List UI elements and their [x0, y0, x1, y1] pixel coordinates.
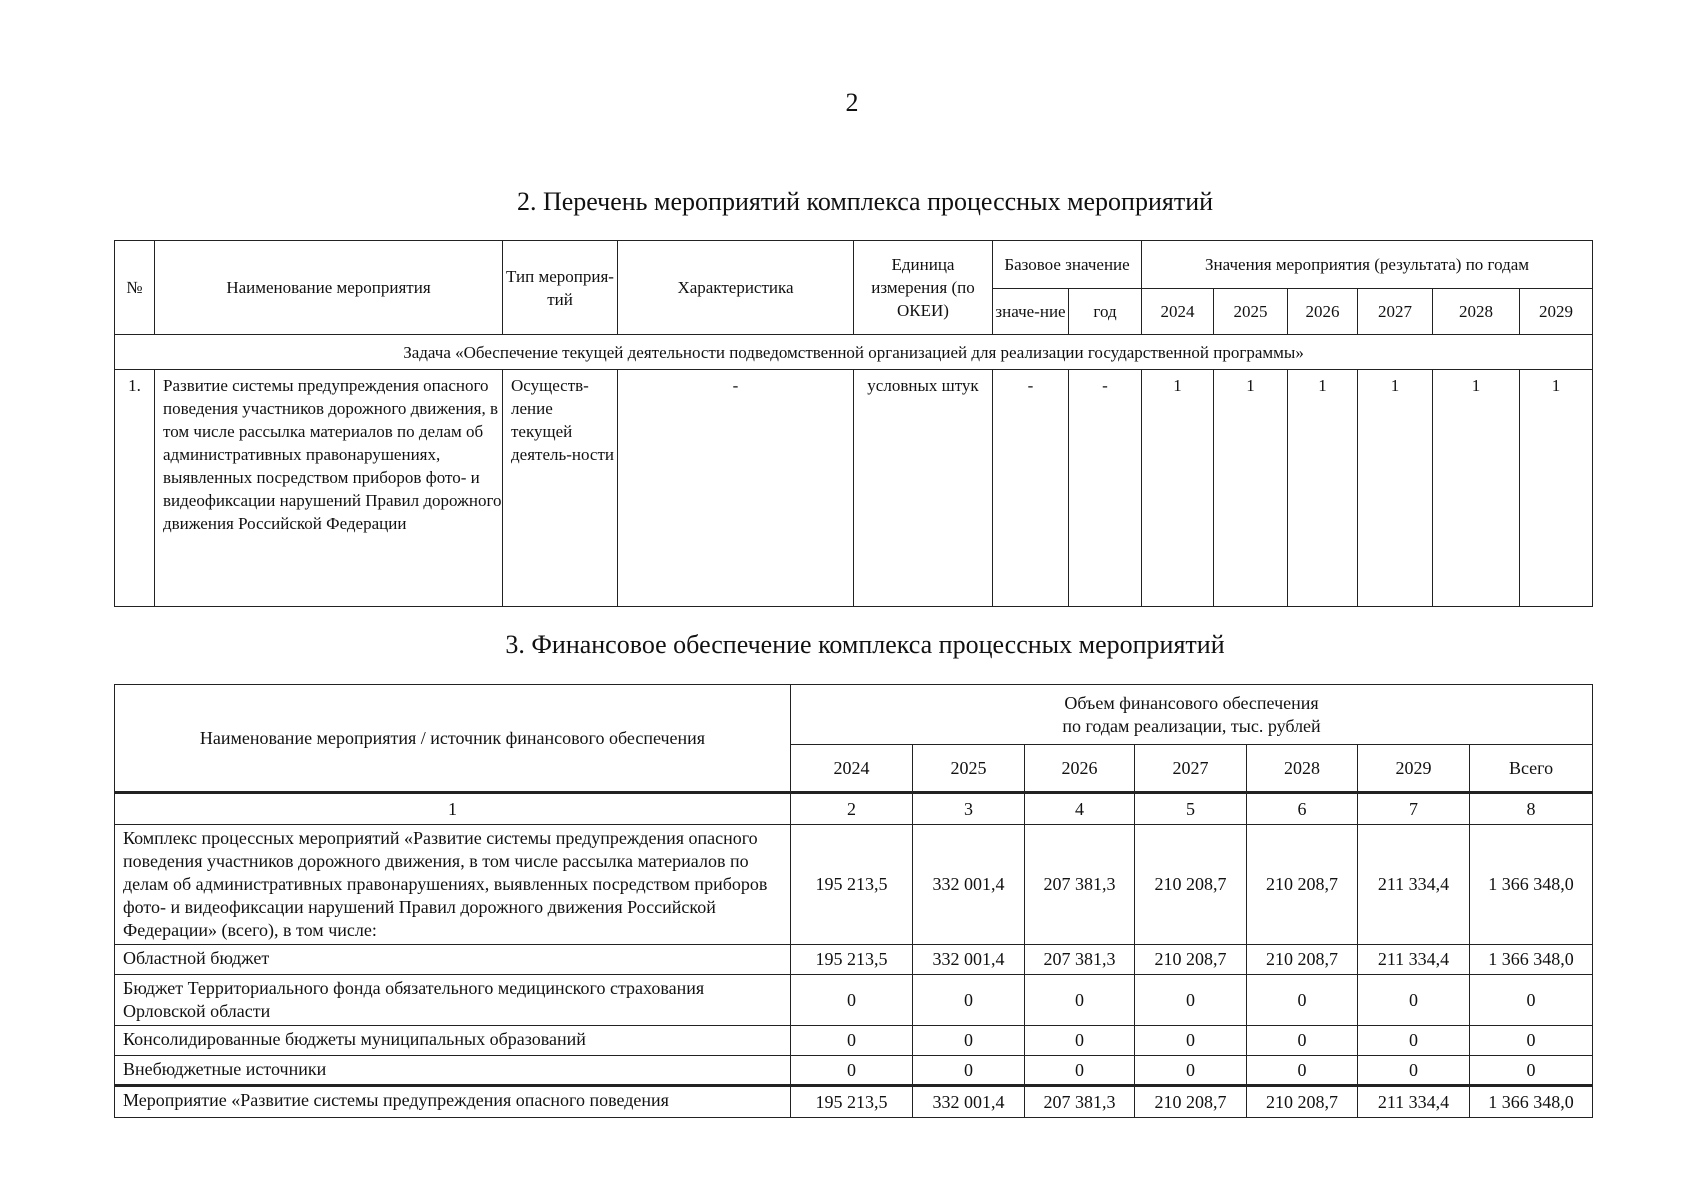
table-row — [115, 370, 1593, 607]
row-name: Областной бюджет — [115, 945, 791, 975]
task-title: Задача «Обеспечение текущей деятельности подведомственной организацией для реализации государственной программы» — [115, 335, 1593, 370]
column-number: 6 — [1247, 793, 1358, 825]
column-number: 3 — [913, 793, 1025, 825]
row-value: 195 213,5 — [791, 825, 913, 945]
row-value: 210 208,7 — [1135, 945, 1247, 975]
header-values-by-years: Значения мероприятия (результата) по годам — [1142, 241, 1593, 289]
row-value: 207 381,3 — [1025, 1086, 1135, 1118]
header-volume-line2: по годам реализации, тыс. рублей — [1062, 715, 1321, 736]
financing-table — [114, 684, 1593, 1118]
row-total: 1 366 348,0 — [1470, 825, 1593, 945]
row-num: 1. — [115, 370, 155, 607]
column-number: 2 — [791, 793, 913, 825]
header-year: 2028 — [1433, 289, 1520, 335]
table-row — [115, 1056, 1593, 1086]
row-value: 207 381,3 — [1025, 825, 1135, 945]
header-year: 2029 — [1358, 745, 1470, 793]
row-total: 0 — [1470, 975, 1593, 1026]
row-value: 0 — [791, 1056, 913, 1086]
column-number: 8 — [1470, 793, 1593, 825]
row-base-value: - — [993, 370, 1069, 607]
page-number: 2 — [845, 88, 859, 117]
row-value: 195 213,5 — [791, 1086, 913, 1118]
column-numbers-row — [115, 793, 1593, 825]
row-value: 1 — [1288, 370, 1358, 607]
row-value: 0 — [1135, 1056, 1247, 1086]
header-base-value-value: значе-ние — [993, 289, 1069, 335]
header-base-value-year: год — [1069, 289, 1142, 335]
row-value: 0 — [1135, 975, 1247, 1026]
row-value: 0 — [1135, 1026, 1247, 1056]
row-value: 1 — [1433, 370, 1520, 607]
row-name: Развитие системы предупреждения опасного поведения участников дорожного движения, в том числе рассылка материалов по делам об административных правонарушениях, выявленных посредством приборов фото- и видеофиксации нарушений Правил дорожного движения Российской Федерации — [155, 370, 503, 607]
row-type: Осуществ-ление текущей деятель-ности — [503, 370, 618, 607]
header-year: 2025 — [913, 745, 1025, 793]
row-value: 332 001,4 — [913, 825, 1025, 945]
row-value: 0 — [1358, 1056, 1470, 1086]
header-unit: Единица измерения (по ОКЕИ) — [854, 241, 993, 335]
header-year: 2024 — [791, 745, 913, 793]
table-row — [115, 1026, 1593, 1056]
header-type: Тип мероприя-тий — [503, 241, 618, 335]
header-name: Наименование мероприятия — [155, 241, 503, 335]
column-number: 5 — [1135, 793, 1247, 825]
header-num: № — [115, 241, 155, 335]
row-value: 210 208,7 — [1247, 825, 1358, 945]
column-number: 1 — [115, 793, 791, 825]
row-value: 0 — [913, 1026, 1025, 1056]
row-value: 0 — [1025, 1026, 1135, 1056]
row-value: 210 208,7 — [1247, 1086, 1358, 1118]
row-value: 0 — [1247, 1056, 1358, 1086]
row-value: 1 — [1142, 370, 1214, 607]
row-base-year: - — [1069, 370, 1142, 607]
row-value: 1 — [1520, 370, 1593, 607]
header-base-value: Базовое значение — [993, 241, 1142, 289]
section-3-title: 3. Финансовое обеспечение комплекса процессных мероприятий — [505, 630, 1225, 659]
header-year: 2027 — [1135, 745, 1247, 793]
row-total: 1 366 348,0 — [1470, 945, 1593, 975]
row-value: 1 — [1358, 370, 1433, 607]
row-name: Консолидированные бюджеты муниципальных образований — [115, 1026, 791, 1056]
row-unit: условных штук — [854, 370, 993, 607]
row-value: 332 001,4 — [913, 945, 1025, 975]
row-name: Внебюджетные источники — [115, 1056, 791, 1086]
row-value: 0 — [1025, 975, 1135, 1026]
row-name: Мероприятие «Развитие системы предупреждения опасного поведения — [115, 1086, 791, 1118]
row-value: 0 — [791, 1026, 913, 1056]
row-value: 0 — [1247, 1026, 1358, 1056]
table-row — [115, 975, 1593, 1026]
table-row — [115, 1086, 1593, 1118]
row-value: 210 208,7 — [1135, 1086, 1247, 1118]
row-name: Бюджет Территориального фонда обязательного медицинского страхования Орловской области — [115, 975, 791, 1026]
table-row — [115, 825, 1593, 945]
header-name-source: Наименование мероприятия / источник финансового обеспечения — [115, 685, 791, 793]
row-value: 0 — [913, 1056, 1025, 1086]
header-year: 2028 — [1247, 745, 1358, 793]
header-total: Всего — [1470, 745, 1593, 793]
header-volume-line1: Объем финансового обеспечения — [1064, 692, 1319, 713]
row-name: Комплекс процессных мероприятий «Развитие системы предупреждения опасного поведения участников дорожного движения, в том числе рассылка материалов по делам об административных правонарушениях, выявленных посредством приборов фото- и видеофиксации нарушений Правил дорожного движения Российской Федерации» (всего), в том числе: — [115, 825, 791, 945]
column-number: 7 — [1358, 793, 1470, 825]
table-row — [115, 945, 1593, 975]
row-value: 0 — [1358, 1026, 1470, 1056]
row-value: 207 381,3 — [1025, 945, 1135, 975]
header-year: 2029 — [1520, 289, 1593, 335]
row-value: 0 — [1247, 975, 1358, 1026]
header-year: 2027 — [1358, 289, 1433, 335]
row-value: 0 — [913, 975, 1025, 1026]
row-value: 1 — [1214, 370, 1288, 607]
row-characteristic: - — [618, 370, 854, 607]
row-value: 0 — [1025, 1056, 1135, 1086]
row-value: 195 213,5 — [791, 945, 913, 975]
activities-table — [114, 240, 1593, 607]
header-year: 2026 — [1025, 745, 1135, 793]
row-value: 210 208,7 — [1247, 945, 1358, 975]
row-value: 332 001,4 — [913, 1086, 1025, 1118]
header-year: 2025 — [1214, 289, 1288, 335]
row-value: 211 334,4 — [1358, 1086, 1470, 1118]
row-total: 0 — [1470, 1026, 1593, 1056]
header-year: 2026 — [1288, 289, 1358, 335]
row-value: 0 — [791, 975, 913, 1026]
section-2-title: 2. Перечень мероприятий комплекса процессных мероприятий — [516, 187, 1214, 216]
header-year: 2024 — [1142, 289, 1214, 335]
row-value: 211 334,4 — [1358, 825, 1470, 945]
row-total: 0 — [1470, 1056, 1593, 1086]
row-total: 1 366 348,0 — [1470, 1086, 1593, 1118]
row-value: 210 208,7 — [1135, 825, 1247, 945]
row-value: 0 — [1358, 975, 1470, 1026]
row-value: 211 334,4 — [1358, 945, 1470, 975]
column-number: 4 — [1025, 793, 1135, 825]
header-characteristic: Характеристика — [618, 241, 854, 335]
header-volume — [791, 685, 1593, 745]
